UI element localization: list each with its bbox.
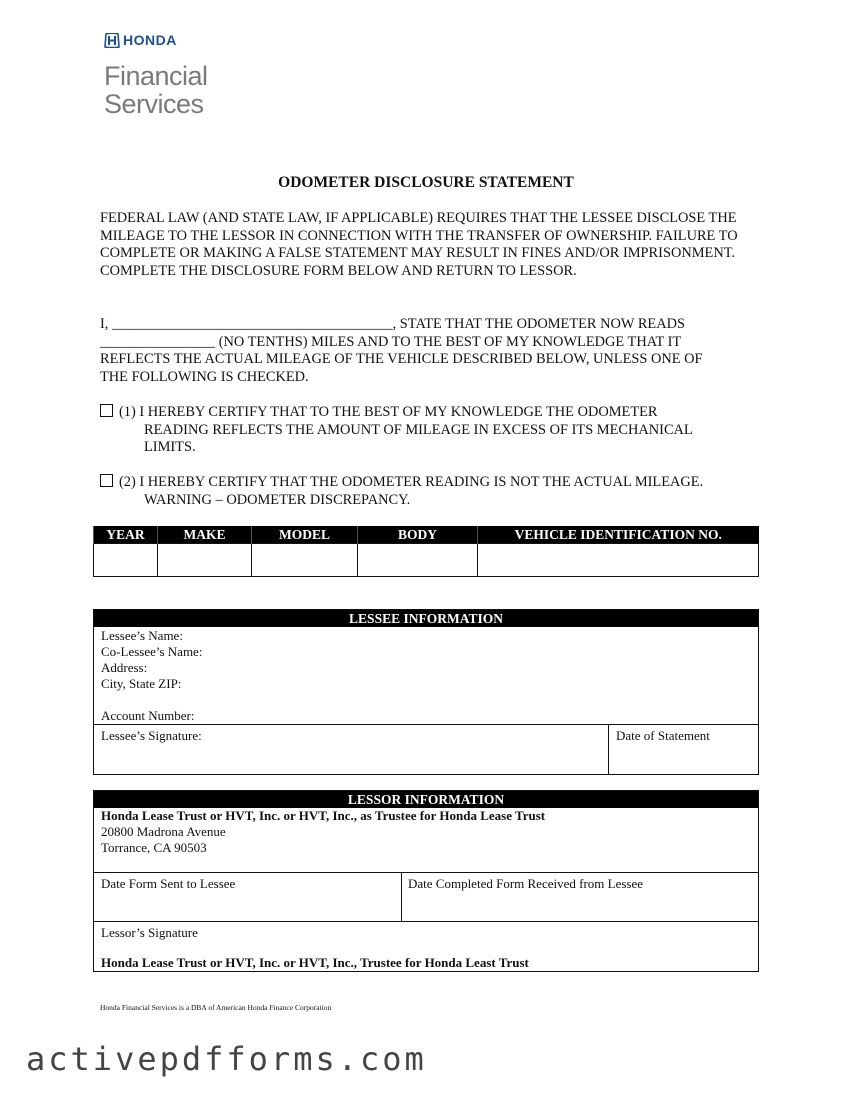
vehicle-table <box>93 526 759 577</box>
body-field[interactable] <box>358 544 478 577</box>
logo-line2: Services <box>104 89 204 119</box>
col-model: MODEL <box>252 526 358 544</box>
divider <box>401 873 402 922</box>
option-1-line2: READING REFLECTS THE AMOUNT OF MILEAGE IN EXCESS OF ITS MECHANICAL <box>144 421 693 438</box>
date-sent-label[interactable]: Date Form Sent to Lessee <box>101 876 236 891</box>
lessor-street: 20800 Madrona Avenue <box>101 824 226 839</box>
make-field[interactable] <box>158 544 252 577</box>
lessor-section <box>93 790 759 972</box>
footer-note: Honda Financial Services is a DBA of American Honda Finance Corporation <box>100 1003 332 1012</box>
col-make: MAKE <box>158 526 252 544</box>
logo-brand: HONDA <box>123 32 177 48</box>
vehicle-table-header <box>94 526 759 544</box>
option-1-checkbox[interactable] <box>100 404 113 417</box>
logo-subtitle <box>104 62 208 118</box>
statement-line-4: THE FOLLOWING IS CHECKED. <box>100 368 309 385</box>
lessor-signature-name: Honda Lease Trust or HVT, Inc. or HVT, Inc., Trustee for Honda Least Trust <box>101 955 529 970</box>
honda-financial-logo <box>104 32 208 118</box>
colessee-name-label[interactable]: Co-Lessee’s Name: <box>101 644 203 659</box>
logo-line1: Financial <box>104 61 208 91</box>
account-number-label[interactable]: Account Number: <box>101 708 195 723</box>
date-of-statement-label[interactable]: Date of Statement <box>616 728 710 743</box>
col-vin: VEHICLE IDENTIFICATION NO. <box>478 526 759 544</box>
intro-paragraph: FEDERAL LAW (AND STATE LAW, IF APPLICABLE) REQUIRES THAT THE LESSEE DISCLOSE THE MILEAGE TO THE LESSOR IN CONNECTION WITH THE TRANSFER OF OWNERSHIP. FAILURE TO COMPLETE OR MAKING A FALSE STATEMENT MAY RESULT IN FINES AND/OR IMPRISONMENT. COMPLETE THE DISCLOSURE FORM BELOW AND RETURN TO LESSOR. <box>100 210 738 279</box>
vehicle-table-row <box>94 544 759 577</box>
watermark: activepdfforms.com <box>26 1040 427 1078</box>
vin-field[interactable] <box>478 544 759 577</box>
option-1-line1: (1) I HEREBY CERTIFY THAT TO THE BEST OF MY KNOWLEDGE THE ODOMETER <box>119 404 658 420</box>
divider <box>608 725 609 775</box>
odometer-statement <box>100 316 760 386</box>
lessor-city: Torrance, CA 90503 <box>101 840 207 855</box>
option-1-line3: LIMITS. <box>144 439 196 456</box>
statement-line-1: I, _______________________________________, STATE THAT THE ODOMETER NOW READS <box>100 316 685 332</box>
lessor-dates-row <box>94 872 758 922</box>
lessor-signature-label[interactable]: Lessor’s Signature <box>101 925 198 940</box>
lessee-section <box>93 609 759 775</box>
option-2-line1: (2) I HEREBY CERTIFY THAT THE ODOMETER READING IS NOT THE ACTUAL MILEAGE. <box>119 474 704 490</box>
option-2-checkbox[interactable] <box>100 474 113 487</box>
option-1 <box>100 404 760 457</box>
option-2-line2: WARNING – ODOMETER DISCREPANCY. <box>144 491 411 508</box>
lessee-signature-label[interactable]: Lessee’s Signature: <box>101 728 202 743</box>
statement-line-2: ________________ (NO TENTHS) MILES AND TO THE BEST OF MY KNOWLEDGE THAT IT <box>100 333 682 350</box>
lessee-header: LESSEE INFORMATION <box>94 610 758 627</box>
statement-line-3: REFLECTS THE ACTUAL MILEAGE OF THE VEHICLE DESCRIBED BELOW, UNLESS ONE OF <box>100 351 703 368</box>
model-field[interactable] <box>252 544 358 577</box>
page-title: ODOMETER DISCLOSURE STATEMENT <box>278 174 574 191</box>
lessor-name: Honda Lease Trust or HVT, Inc. or HVT, Inc., as Trustee for Honda Lease Trust <box>101 808 546 823</box>
lessor-header: LESSOR INFORMATION <box>94 791 758 808</box>
option-2 <box>100 474 760 509</box>
address-label[interactable]: Address: <box>101 660 148 675</box>
city-state-zip-label[interactable]: City, State ZIP: <box>101 676 182 691</box>
year-field[interactable] <box>94 544 158 577</box>
lessor-signature-row <box>94 921 758 972</box>
date-received-label[interactable]: Date Completed Form Received from Lessee <box>408 876 644 891</box>
honda-h-icon <box>104 33 120 48</box>
lessee-name-label[interactable]: Lessee’s Name: <box>101 628 183 643</box>
col-year: YEAR <box>94 526 158 544</box>
col-body: BODY <box>358 526 478 544</box>
lessee-signature-row <box>94 724 758 775</box>
